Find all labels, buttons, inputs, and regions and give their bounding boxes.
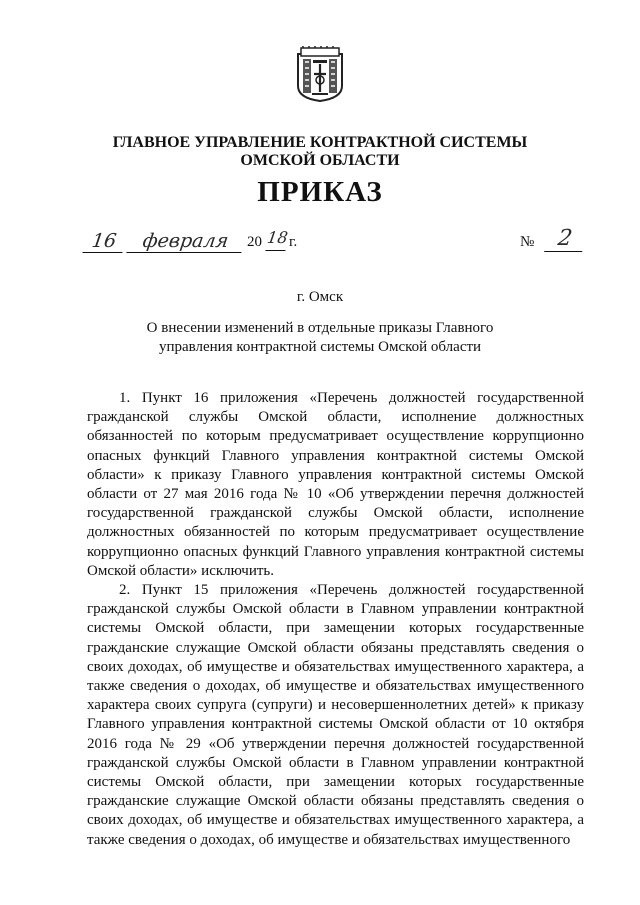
number-sign: № — [520, 234, 535, 250]
body-paragraph-2: 2. Пункт 15 приложения «Перечень должностей государственной гражданской службы Омской области в Главном управлении контрактной системы Омской области, при замещении которых государственные гражданские служащие Омской области обязаны представлять сведения о своих доходах, об имуществе и обязательствах имущественного характера, а также сведения о доходах, об имуществе и обязательствах имущественного характера своих супруга (супруги) и несовершеннолетних детей» к приказу Главного управления контрактной системы Омской области от 10 октября 2016 года № 29 «Об утверждении перечня должностей государственной гражданской службы Омской области в Главном управлении контрактной системы Омской области, при замещении которых государственные гражданские служащие Омской области обязаны представлять сведения о своих доходах, об имуществе и обязательствах имущественного характера, а также сведения о доходах, об имуществе и обязательствах имущественного — [87, 582, 584, 848]
year-prefix: 20 — [247, 234, 262, 250]
city-label: г. Омск — [296, 289, 344, 305]
year-letter: г. — [289, 234, 298, 250]
date-month-handwritten: февраля — [126, 230, 244, 253]
document-type-title: ПРИКАЗ — [257, 176, 383, 208]
document-body — [87, 389, 584, 850]
organization-name-line1: ГЛАВНОЕ УПРАВЛЕНИЕ КОНТРАКТНОЙ СИСТЕМЫ — [112, 134, 528, 151]
year-suffix-handwritten: 18 — [265, 228, 288, 251]
organization-name-line2: ОМСКОЙ ОБЛАСТИ — [240, 152, 400, 169]
document-number-handwritten: 2 — [544, 226, 586, 252]
omsk-coat-of-arms-emblem — [295, 46, 345, 102]
date-day-handwritten: 16 — [82, 230, 125, 253]
document-subject: О внесении изменений в отдельные приказы Главного управления контрактной системы Омской области — [146, 320, 494, 355]
body-paragraph-1: 1. Пункт 16 приложения «Перечень должностей государственной гражданской службы Омской области, исполнение должностных обязанностей по которым предусматривает осуществление коррупционно опасных функций Главного управления контрактной системы Омской области» к приказу Главного управления контрактной системы Омской области от 27 мая 2016 года № 10 «Об утверждении перечня должностей государственной гражданской службы Омской области, исполнение должностных обязанностей по которым предусматривает осуществление коррупционно опасных функций Главного управления контрактной системы Омской области» исключить. — [87, 390, 584, 579]
